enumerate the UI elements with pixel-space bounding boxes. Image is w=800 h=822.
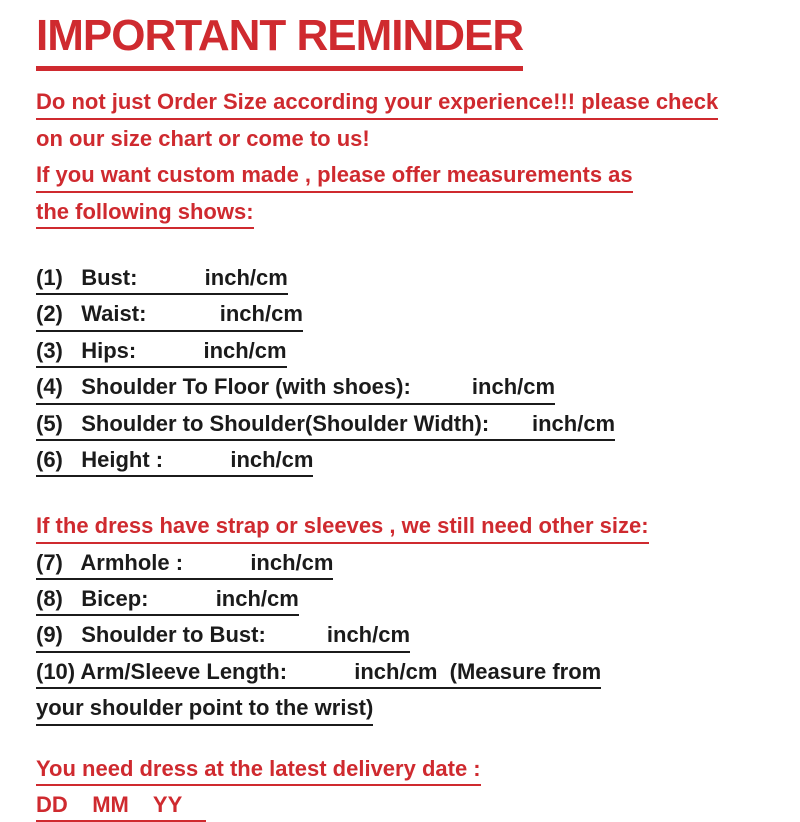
page-title bbox=[36, 12, 770, 71]
intro-line-following-shows: the following shows: bbox=[36, 199, 770, 229]
delivery-date-heading: You need dress at the latest delivery date : bbox=[36, 756, 770, 786]
intro-line-custom-made: If you want custom made , please offer measurements as bbox=[36, 162, 770, 192]
measurement-item-height: (6) Height : inch/cm bbox=[36, 447, 770, 477]
page-title-text: IMPORTANT REMINDER bbox=[36, 12, 523, 71]
intro-line-order-size: Do not just Order Size according your experience!!! please check bbox=[36, 89, 770, 119]
measurement-item-shoulder-to-floor: (4) Shoulder To Floor (with shoes): inch/cm bbox=[36, 374, 770, 404]
measurement-item-hips: (3) Hips: inch/cm bbox=[36, 338, 770, 368]
measurement-item-bicep: (8) Bicep: inch/cm bbox=[36, 586, 770, 616]
date-format-fields: DD MM YY bbox=[36, 792, 770, 822]
measurement-item-arm-sleeve-length: (10) Arm/Sleeve Length: inch/cm (Measure from bbox=[36, 659, 770, 689]
intro-line-size-chart: on our size chart or come to us! bbox=[36, 125, 370, 151]
measurement-item-armhole: (7) Armhole : inch/cm bbox=[36, 550, 770, 580]
measurement-item-waist: (2) Waist: inch/cm bbox=[36, 301, 770, 331]
measurement-item-shoulder-width: (5) Shoulder to Shoulder(Shoulder Width): inch/cm bbox=[36, 411, 770, 441]
measurement-item-arm-sleeve-length-continued: your shoulder point to the wrist) bbox=[36, 695, 770, 725]
measurement-item-bust: (1) Bust: inch/cm bbox=[36, 265, 770, 295]
strap-sleeves-note: If the dress have strap or sleeves , we still need other size: bbox=[36, 513, 770, 543]
measurement-item-shoulder-to-bust: (9) Shoulder to Bust: inch/cm bbox=[36, 622, 770, 652]
